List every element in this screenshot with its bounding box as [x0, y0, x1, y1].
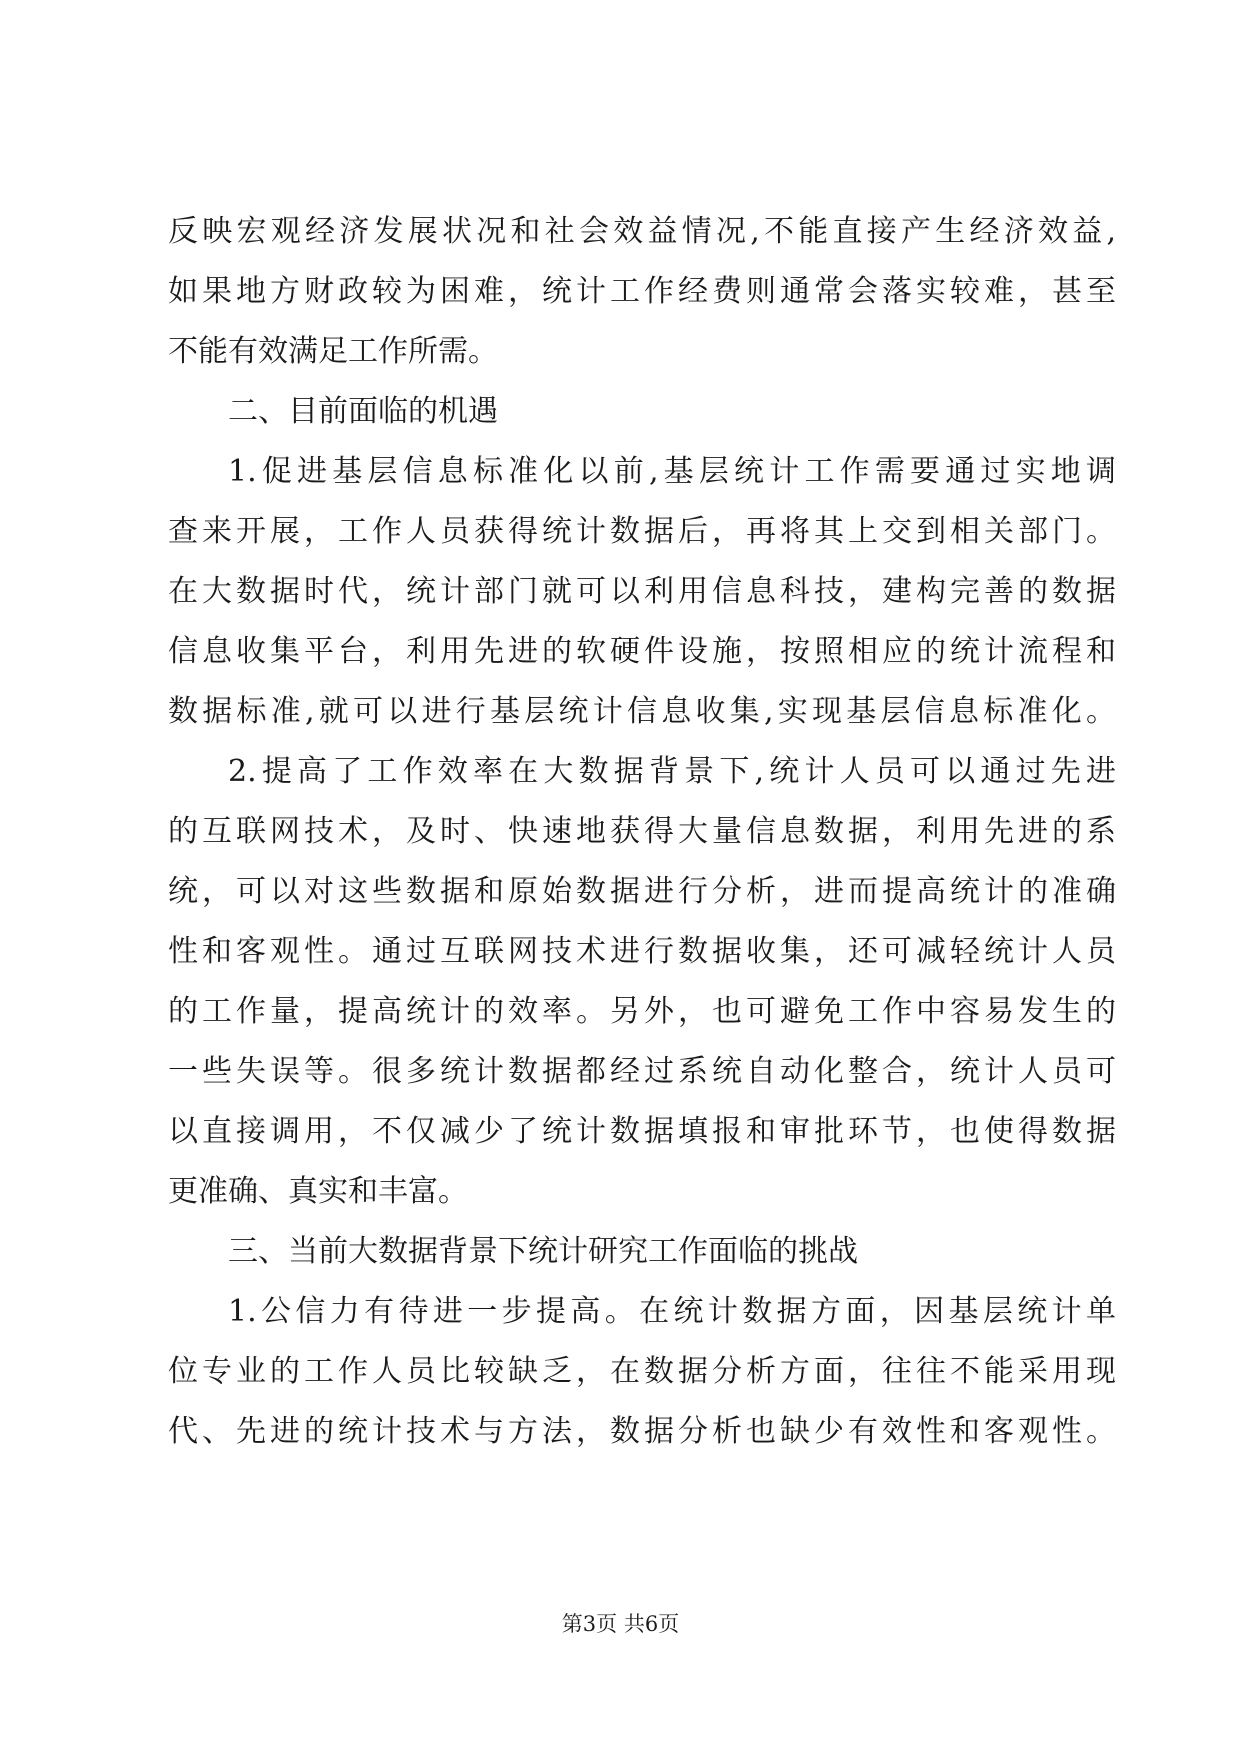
- paragraph-line: 1.促进基层信息标准化以前,基层统计工作需要通过实地调: [228, 454, 1116, 489]
- paragraph-line: 位专业的工作人员比较缺乏，在数据分析方面，往往不能采用现: [168, 1354, 1116, 1389]
- paragraph-line: 如果地方财政较为困难，统计工作经费则通常会落实较难，甚至: [168, 274, 1116, 309]
- paragraph-line: 不能有效满足工作所需。: [168, 334, 498, 369]
- paragraph-line: 查来开展，工作人员获得统计数据后，再将其上交到相关部门。: [168, 514, 1116, 549]
- paragraph-line: 1.公信力有待进一步提高。在统计数据方面，因基层统计单: [228, 1294, 1116, 1329]
- paragraph-line: 反映宏观经济发展状况和社会效益情况,不能直接产生经济效益,: [168, 214, 1116, 249]
- paragraph-line: 的工作量，提高统计的效率。另外，也可避免工作中容易发生的: [168, 994, 1116, 1029]
- paragraph-line: 统，可以对这些数据和原始数据进行分析，进而提高统计的准确: [168, 874, 1116, 909]
- paragraph-line: 代、先进的统计技术与方法，数据分析也缺少有效性和客观性。: [168, 1414, 1116, 1449]
- paragraph-line: 在大数据时代，统计部门就可以利用信息科技，建构完善的数据: [168, 574, 1116, 609]
- section-heading: 二、目前面临的机遇: [228, 394, 498, 429]
- paragraph-line: 更准确、真实和丰富。: [168, 1174, 468, 1209]
- body-text: [168, 202, 1116, 1462]
- paragraph-line: 数据标准,就可以进行基层统计信息收集,实现基层信息标准化。: [168, 694, 1116, 729]
- paragraph-line: 一些失误等。很多统计数据都经过系统自动化整合，统计人员可: [168, 1054, 1116, 1089]
- paragraph-line: 信息收集平台，利用先进的软硬件设施，按照相应的统计流程和: [168, 634, 1116, 669]
- paragraph-line: 以直接调用，不仅减少了统计数据填报和审批环节，也使得数据: [168, 1114, 1116, 1149]
- section-heading: 三、当前大数据背景下统计研究工作面临的挑战: [228, 1234, 858, 1269]
- paragraph-line: 2.提高了工作效率在大数据背景下,统计人员可以通过先进: [228, 754, 1116, 789]
- paragraph-line: 性和客观性。通过互联网技术进行数据收集，还可减轻统计人员: [168, 934, 1116, 969]
- page-footer: 第3页 共6页: [561, 1612, 680, 1636]
- paragraph-line: 的互联网技术，及时、快速地获得大量信息数据，利用先进的系: [168, 814, 1116, 849]
